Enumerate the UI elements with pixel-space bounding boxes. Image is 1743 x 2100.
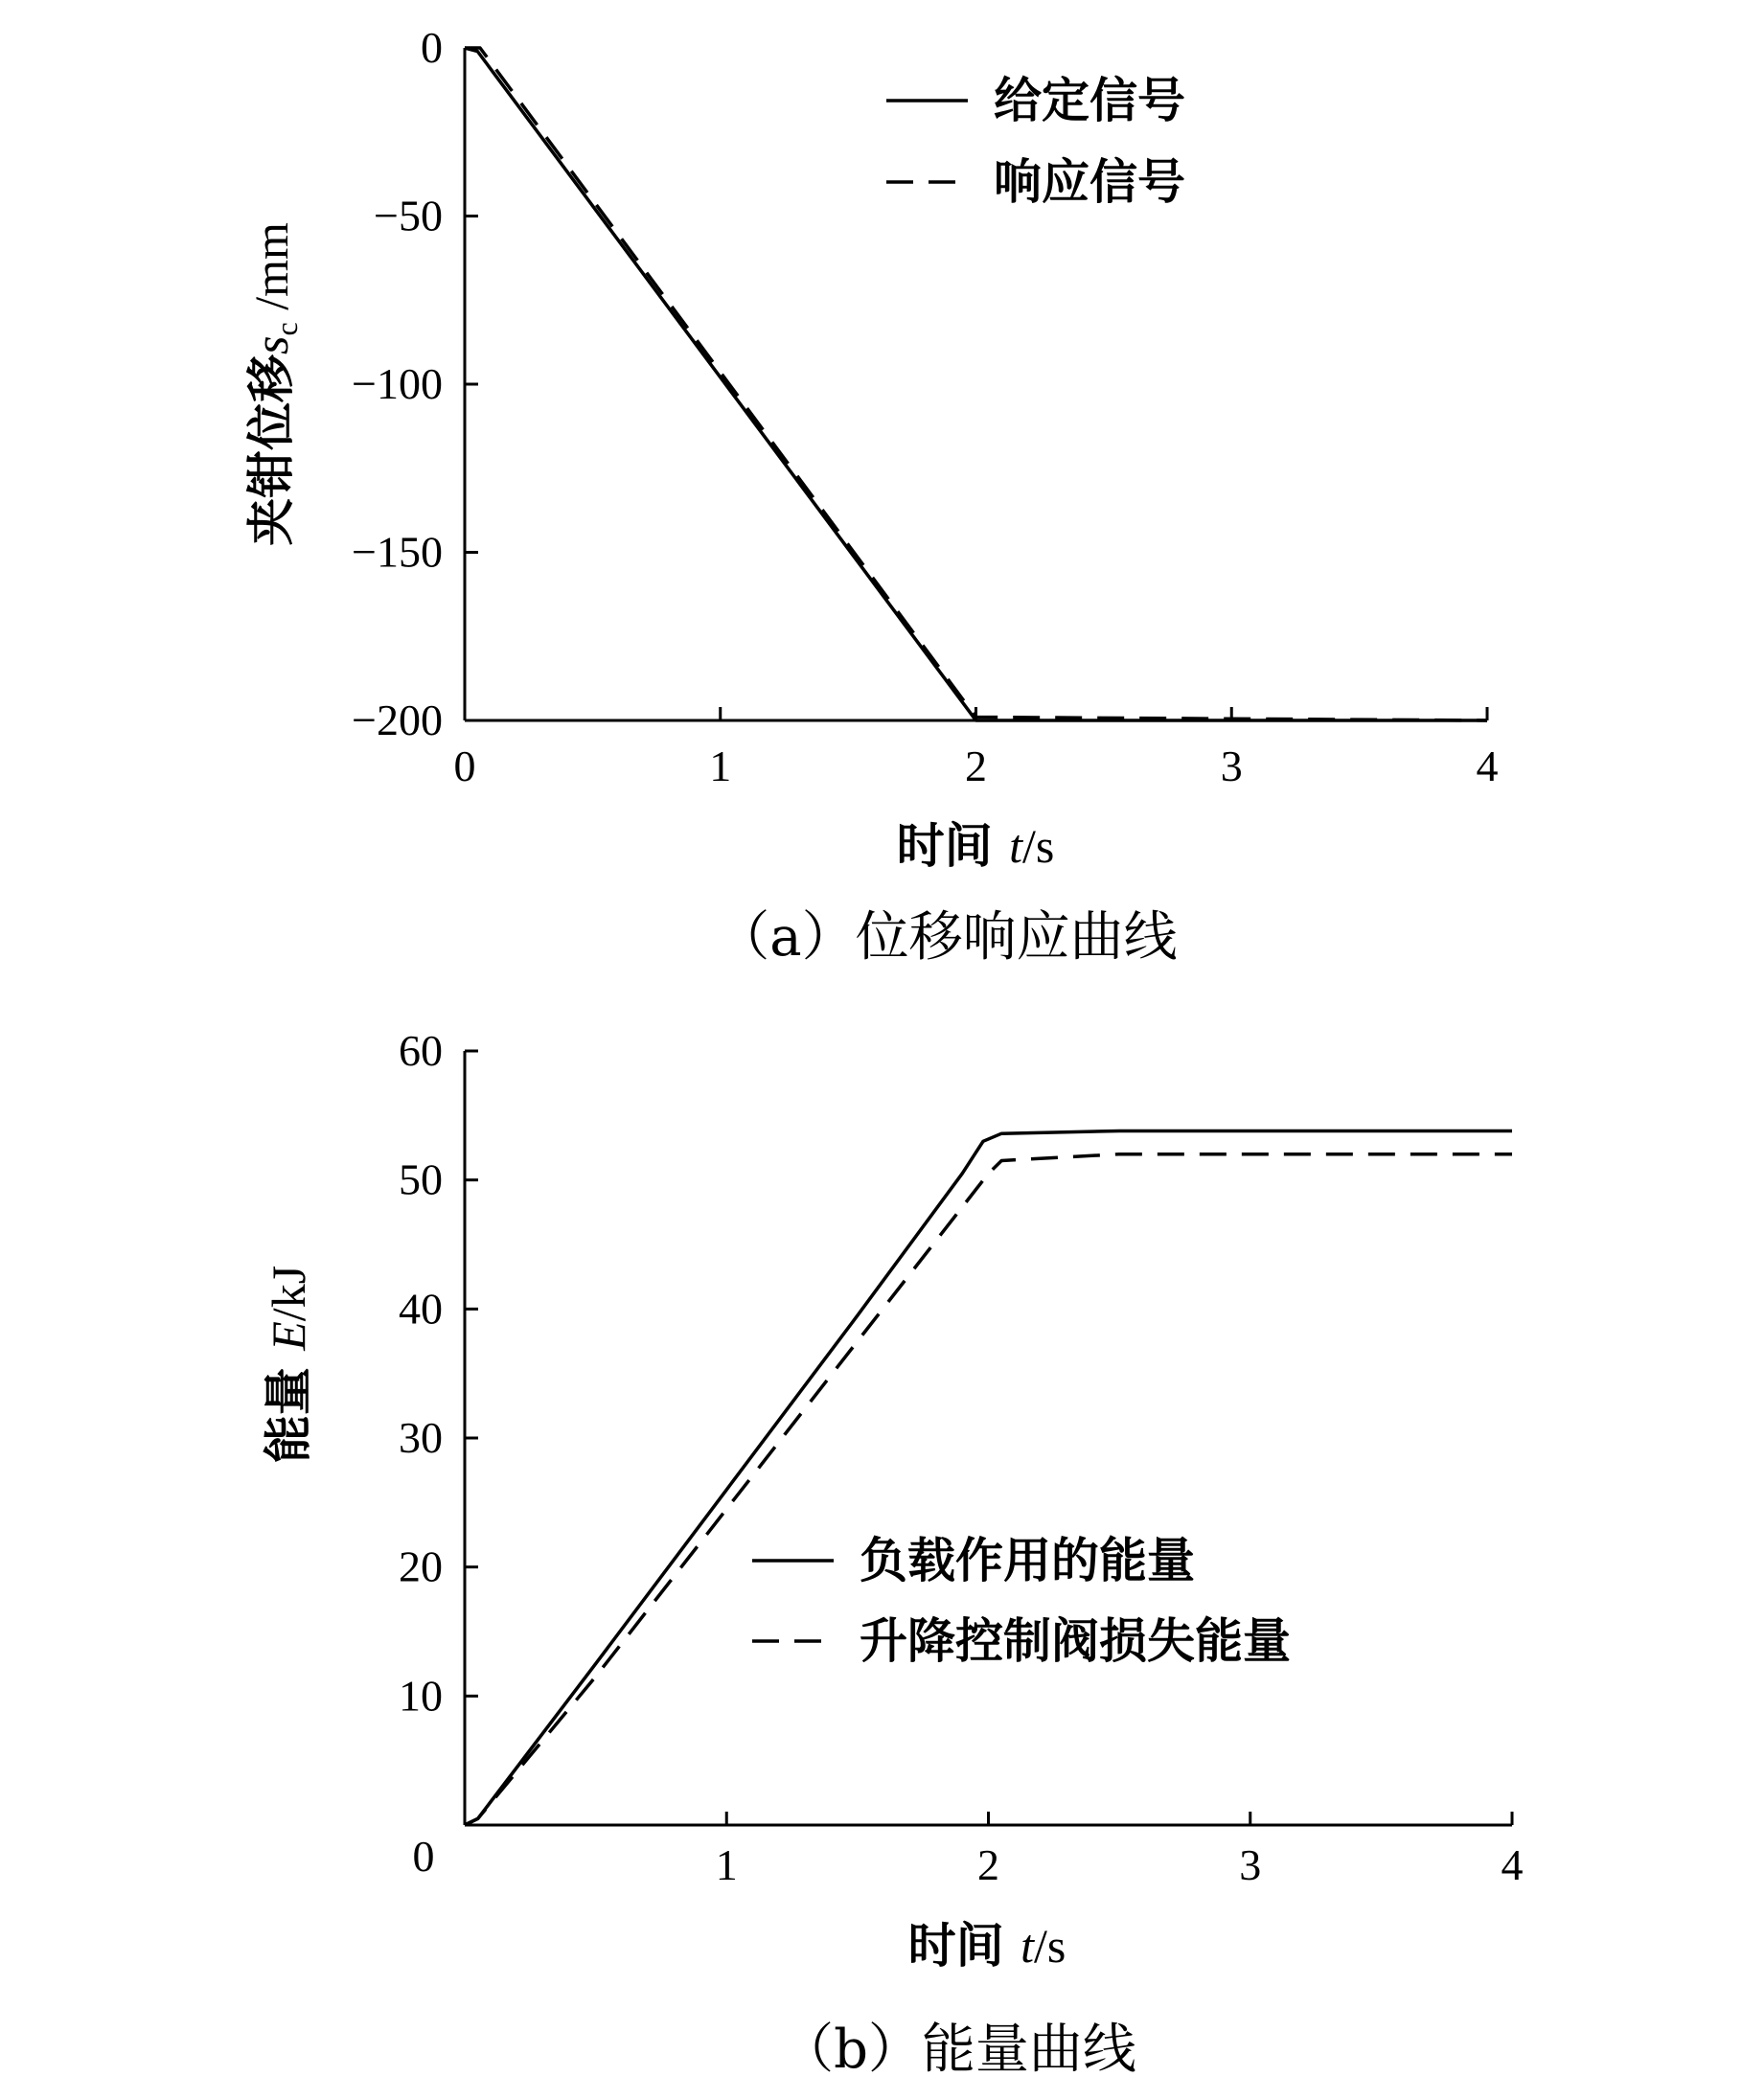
x-tick-label: 2 bbox=[977, 1840, 999, 1889]
series-line-solid bbox=[465, 48, 1487, 720]
x-tick-label: 4 bbox=[1501, 1840, 1524, 1889]
x-tick-label: 1 bbox=[715, 1840, 738, 1889]
y-tick-label: 60 bbox=[399, 1026, 443, 1075]
y-axis-label: 能量 E/kJ bbox=[261, 1265, 316, 1464]
y-tick-label: 20 bbox=[399, 1541, 443, 1591]
x-tick-label: 1 bbox=[709, 742, 732, 790]
series-line-dashed bbox=[465, 48, 1487, 720]
series-line-solid bbox=[465, 1131, 1512, 1826]
series-line-dashed bbox=[465, 1154, 1512, 1825]
chart-caption: （a）位移响应曲线 bbox=[716, 906, 1178, 969]
y-tick-label: −200 bbox=[352, 696, 443, 744]
y-tick-label: 0 bbox=[421, 23, 443, 72]
x-tick-label: 3 bbox=[1220, 742, 1243, 790]
y-tick-label: −150 bbox=[352, 527, 443, 577]
y-tick-label: 30 bbox=[399, 1413, 443, 1462]
y-tick-label: 40 bbox=[399, 1284, 443, 1334]
x-tick-label: 3 bbox=[1239, 1840, 1262, 1889]
origin-label: 0 bbox=[412, 1832, 435, 1881]
y-tick-label: 10 bbox=[399, 1671, 443, 1721]
y-tick-label: 50 bbox=[399, 1154, 443, 1204]
chart-caption: （b）能量曲线 bbox=[780, 2019, 1136, 2081]
y-tick-label: −100 bbox=[352, 359, 443, 408]
y-axis-label: 夹钳位移$s_c$ /mm bbox=[243, 222, 304, 546]
x-tick-label: 4 bbox=[1476, 742, 1499, 790]
legend-label: 负载作用的能量 bbox=[860, 1533, 1195, 1588]
energy-chart bbox=[261, 1026, 1524, 2081]
displacement-chart bbox=[243, 23, 1499, 969]
y-tick-label: −50 bbox=[374, 191, 443, 240]
legend-label: 给定信号 bbox=[994, 73, 1185, 128]
legend-label: 响应信号 bbox=[994, 154, 1185, 210]
x-tick-label: 2 bbox=[965, 742, 987, 790]
legend-label: 升降控制阀损失能量 bbox=[860, 1613, 1291, 1669]
x-tick-label: 0 bbox=[453, 742, 476, 790]
x-axis-label: 时间 t/s bbox=[896, 818, 1055, 874]
x-axis-label: 时间 t/s bbox=[907, 1918, 1066, 1974]
